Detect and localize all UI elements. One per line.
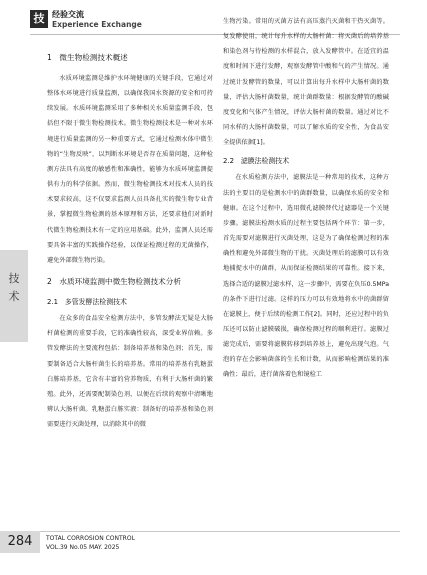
- side-category-label: [0, 270, 28, 306]
- paragraph-multitube: 在众多的食品安全检测方法中，多管发酵法无疑是大肠杆菌检测的重要手段，它的准确性较高，深受业界信赖。多管发酵法的主要流程包括：制备培养基和染色剂；首先，需要制备适合大肠杆菌生长的培养基。常用的培养基有乳糖蛋白胨培养基，它含有丰富的营养物质，有利于大肠杆菌的繁殖。此外，还需要配制染色剂，以便在后续的观察中清晰地辨认大肠杆菌。乳糖蛋白胨实液：制备好的培养基和染色剂需要进行灭菌处理，以消除其中的微: [47, 315, 213, 429]
- journal-issue: VOL.39 No.05 MAY. 2025: [46, 544, 120, 551]
- right-column: [223, 14, 389, 383]
- left-column: [47, 44, 213, 432]
- subsection-heading-2-1: 2.1 多管发酵法检测技术: [47, 298, 127, 307]
- section-title-cn: 经验交流: [52, 10, 84, 19]
- page-number: 284: [0, 531, 40, 553]
- journal-logo: 技: [30, 10, 48, 28]
- section-heading-2: 2 水质环境监测中微生物检测技术分析: [47, 277, 181, 287]
- journal-name: TOTAL CORROSION CONTROL: [46, 535, 135, 542]
- side-category-tab: [0, 250, 28, 342]
- section-heading-1: 1 微生物检测技术概述: [47, 53, 128, 62]
- paragraph-membrane-filter: 在水质检测方法中，滤膜法是一种常用的技术，这种方法的主要目的是检测水中的菌群数量，以确保水质的安全和健康。在这个过程中，选用微孔滤膜替代过滤器是一个关键步骤。滤膜法检测水质的过程主要包括两个环节：第一步，首先需要对滤膜进行灭菌处理，这是为了确保检测过程的准确性和避免外部微生物的干扰。灭菌处理后的滤膜可以有效地捕捉水中的菌群，从而保证检测结果的可靠性。接下来，选择合适的滤膜过滤水样，这一步骤中，需要在负压0.5MPa的条件下进行过滤。这样的压力可以有效地将水中的菌群留在滤膜上，便于后续的检测工作[2]。同时，还应过程中的负压还可以防止滤膜破损，确保检测过程的顺利进行。滤膜过滤完成后，需要将滤膜转移到培养基上，避免出现气泡。气泡的存在会影响菌落的生长和计数，从而影响检测结果的准确性；最后，进行菌落着色和镜检工: [223, 174, 389, 379]
- side-tab-char-1: 技: [8, 272, 20, 285]
- subsection-heading-2-2: 2.2 滤膜法检测技术: [223, 157, 290, 166]
- footer-divider: [40, 531, 400, 532]
- paragraph-overview: 水质环境监测是维护水环境健康的关键手段，它通过对整体水环境进行质量监测，以确保我国水资源的安全和可持续发展。水质环境监测采用了多种相关水质量监测手段，包括但不限于微生物检测技术。微生物检测技术是一种对水环境进行质量监测的另一种重要方式，它通过检测水体中微生物的“生物反映”，以判断水环境是否存在质量问题，这种检测方法具有高度的敏感性和准确性，能够为水质环境监测提供有力的科学依据。然而，微生物检测技术对技术人员的技术要求较高，这不仅要求监测人员具备扎实的微生物专业背景，掌握微生物检测的基本原理和方法，还要求他们对新时代微生物检测技术有一定的应用基础。此外，监测人员还需要具备丰富的实践操作经验，以保证检测过程的无菌操作，避免外部微生物污染。: [47, 75, 213, 264]
- paragraph-multitube-continued: 生物污染。常用的灭菌方法有高压蒸汽灭菌和干热灭菌等。复发酵使用，统计每升水样的大肠杆菌：将灭菌后的培养基和染色剂与待检测的水样混合，放入发酵管中。在适宜的温度和时间下进行发酵，观察发酵管中酸和气的产生情况。通过统计发酵管的数量，可以计算出每升水样中大肠杆菌的数量，评估大肠杆菌数量，统计菌群数量：根据发酵管的酸碱度变化和气体产生情况，评估大肠杆菌的数量。通过对比不同水样的大肠杆菌数量，可以了解水质的安全性，为食品安全提供依据[1]。: [223, 18, 389, 147]
- section-title-en: Experience Exchange: [52, 20, 142, 29]
- side-tab-char-2: 术: [8, 290, 20, 303]
